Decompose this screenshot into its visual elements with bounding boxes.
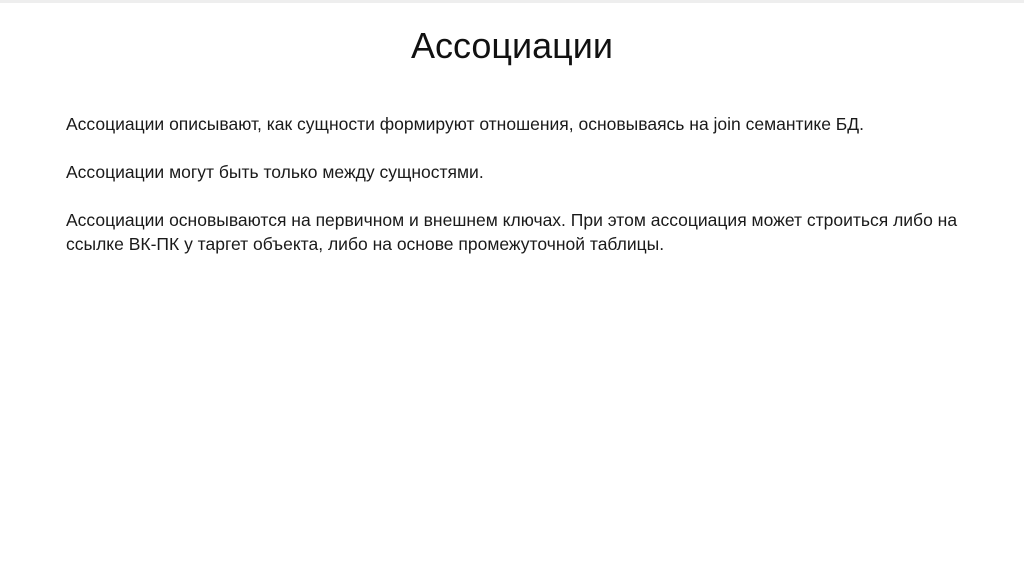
- top-divider: [0, 0, 1024, 3]
- slide-body: [66, 112, 1011, 280]
- paragraph-associations-keys: Ассоциации основываются на первичном и внешнем ключах. При этом ассоциация может строиться либо на ссылке ВК-ПК у таргет объекта, либо на основе промежуточной таблицы.: [66, 210, 958, 254]
- slide-title: Ассоциации: [410, 25, 614, 66]
- paragraph-associations-entities: Ассоциации могут быть только между сущностями.: [66, 162, 484, 182]
- paragraph-associations-definition: Ассоциации описывают, как сущности формируют отношения, основываясь на join семантике БД.: [66, 114, 864, 134]
